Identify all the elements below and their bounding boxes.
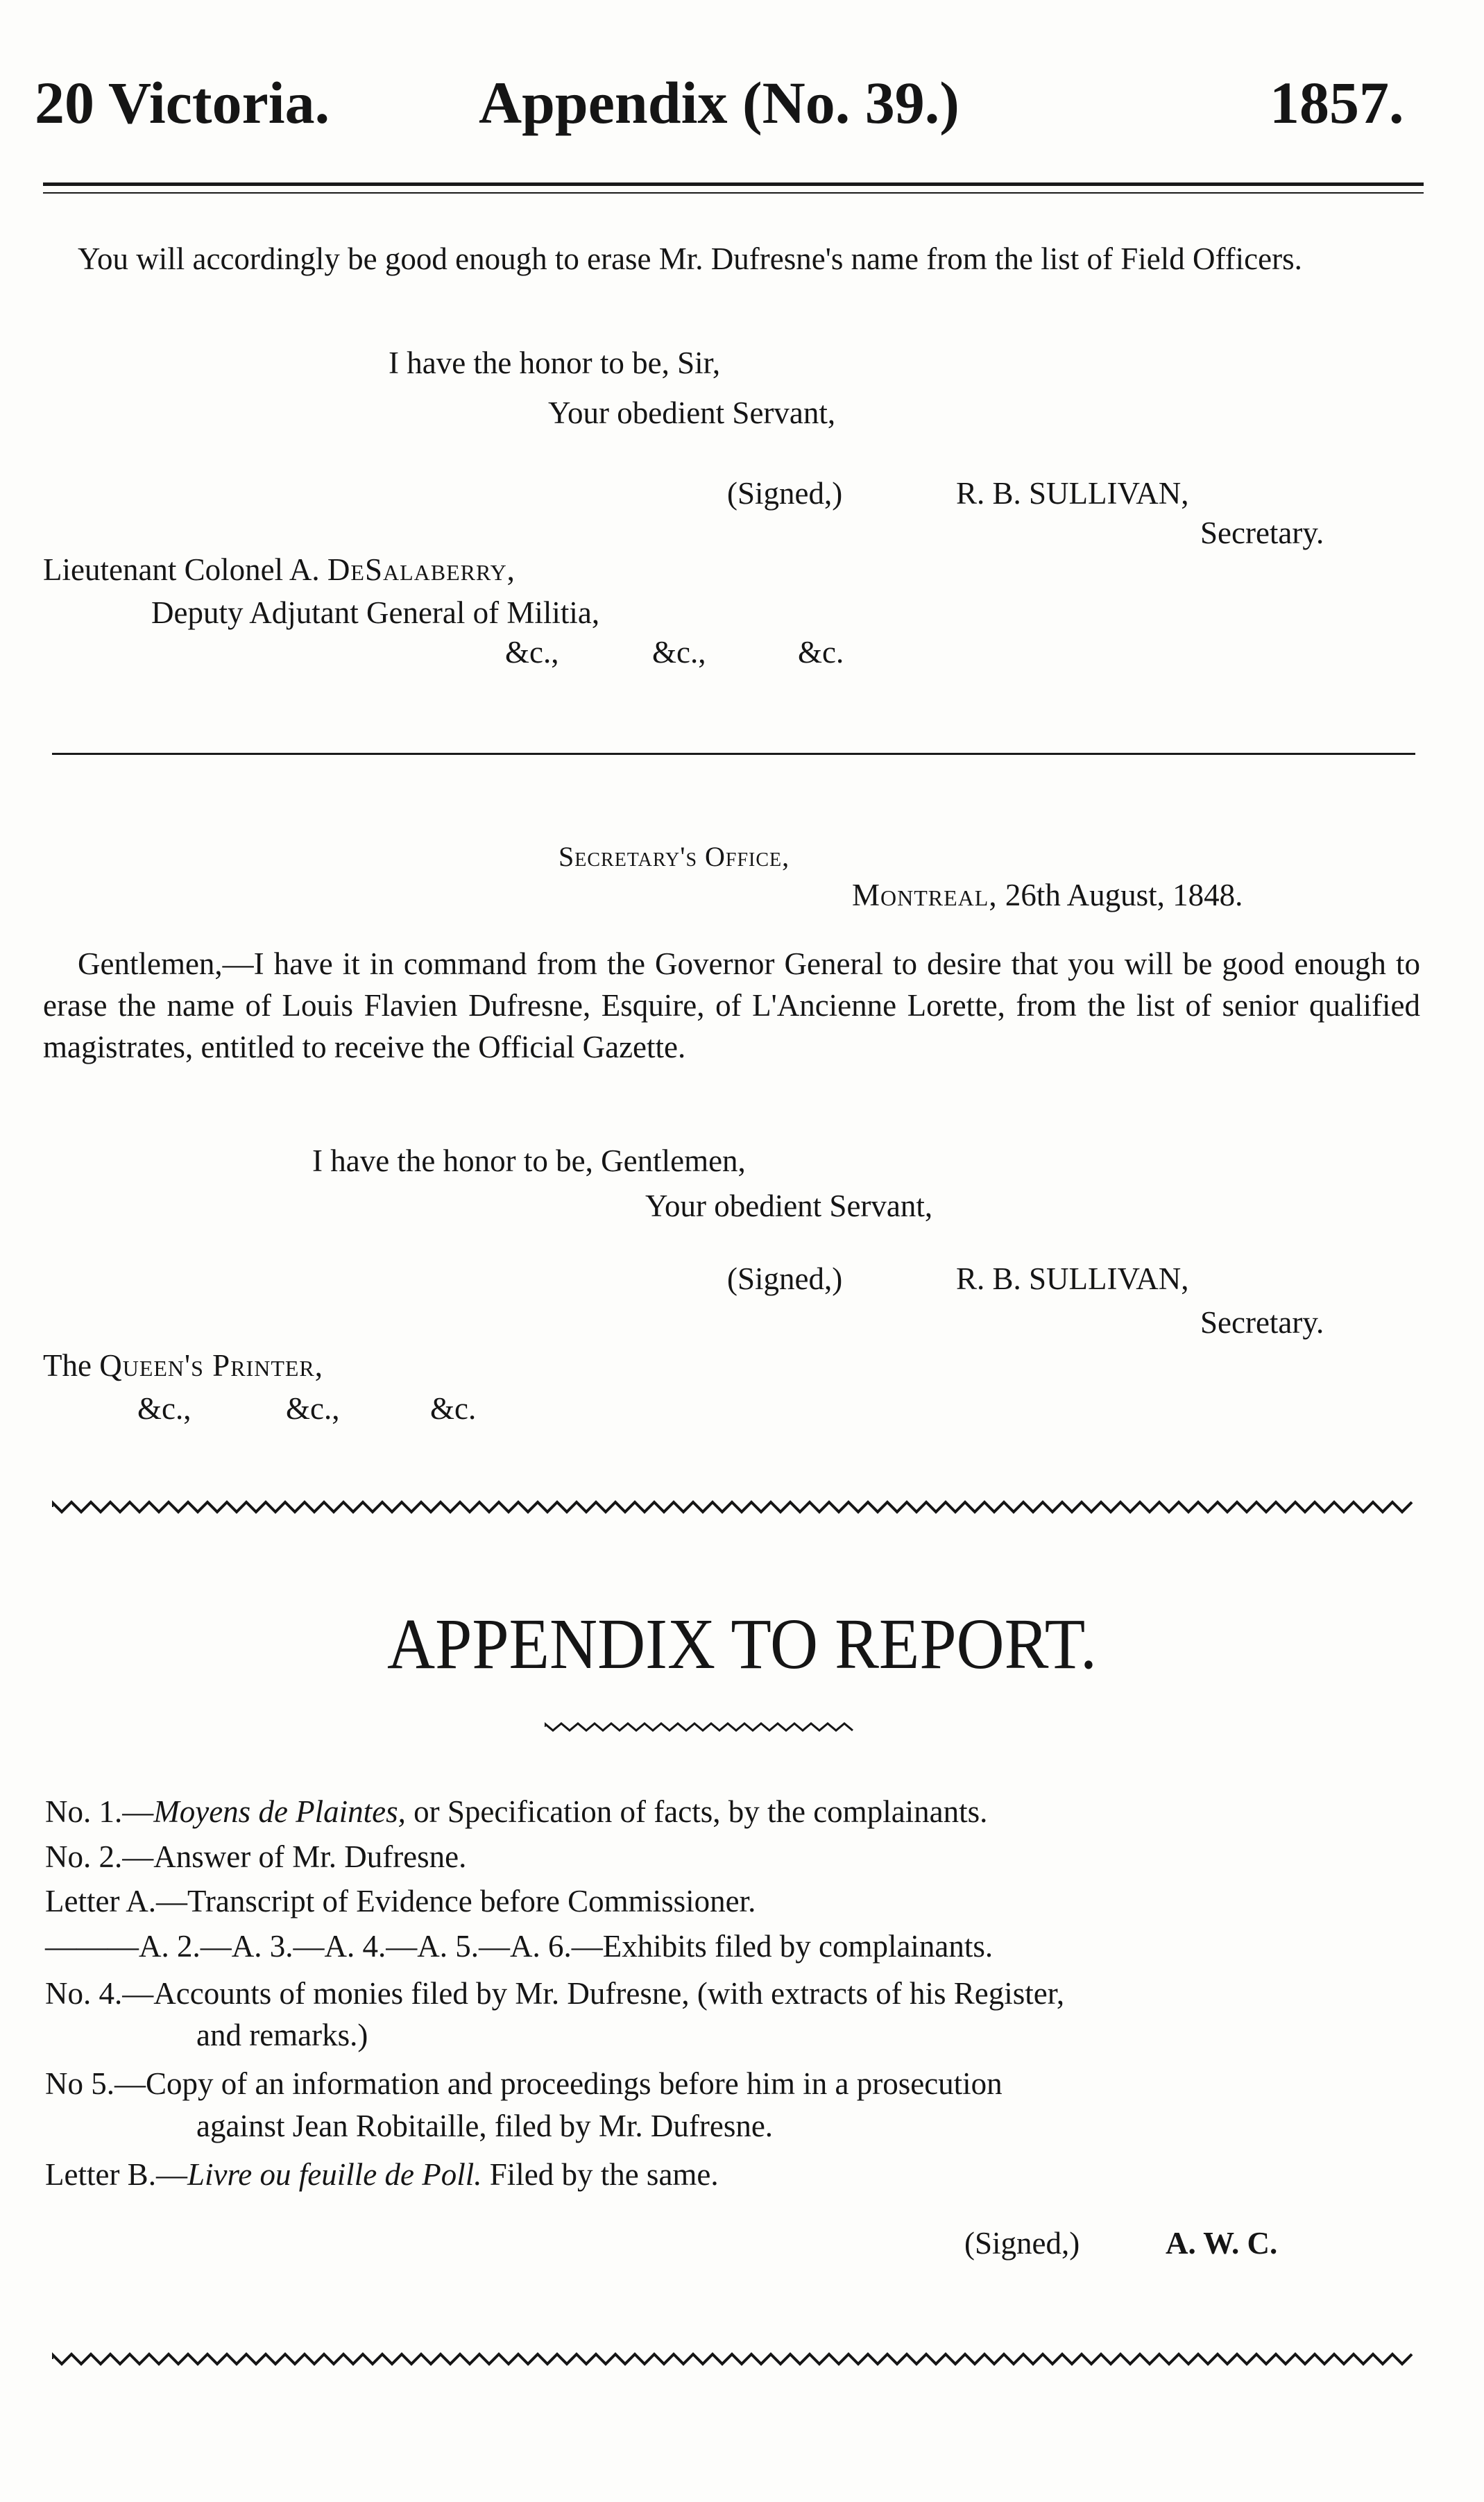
appendix-initials: A. W. C. bbox=[1166, 2226, 1278, 2261]
item-text: against Jean Robitaille, filed by Mr. Dufresne. bbox=[196, 2109, 774, 2143]
bottom-wavy-divider bbox=[52, 2351, 1415, 2367]
letter1-closing-2: Your obedient Servant, bbox=[548, 395, 836, 430]
letter2-date: 26th August, 1848. bbox=[1005, 878, 1243, 912]
letter2-etc-1: &c., bbox=[137, 1391, 191, 1426]
letter2-office: Secretary's Office, bbox=[558, 841, 790, 872]
letter1-signed: (Signed,) bbox=[727, 476, 843, 511]
letter1-body: You will accordingly be good enough to erase Mr. Dufresne's name from the list of Field Officers. bbox=[78, 241, 1302, 276]
item-italic: Livre ou feuille de Poll. bbox=[187, 2157, 482, 2192]
letter1-etc-1: &c., bbox=[505, 635, 559, 670]
item-text: or Specification of facts, by the complainants. bbox=[405, 1794, 988, 1829]
letter2-etc-2: &c., bbox=[286, 1391, 340, 1426]
letter2-signed: (Signed,) bbox=[727, 1261, 843, 1296]
appendix-item bbox=[45, 2155, 719, 2194]
header-year: 1857. bbox=[1270, 69, 1404, 136]
appendix-item bbox=[45, 1974, 1064, 2013]
title-underline-wave bbox=[545, 1721, 853, 1733]
letter2-title: Secretary. bbox=[1200, 1305, 1324, 1340]
appendix-item bbox=[45, 1792, 987, 1831]
letter2-closing-2: Your obedient Servant, bbox=[645, 1189, 933, 1223]
item-text: Answer of Mr. Dufresne. bbox=[153, 1839, 467, 1874]
item-prefix: ———A. 2.—A. 3.—A. 4.—A. 5.—A. 6.— bbox=[45, 1929, 603, 1964]
item-prefix: Letter A.— bbox=[45, 1884, 187, 1918]
header-appendix: Appendix (No. 39.) bbox=[479, 69, 960, 136]
appendix-signed: (Signed,) bbox=[964, 2226, 1080, 2261]
header-session: 20 Victoria. bbox=[35, 69, 330, 136]
letter1-etc-2: &c., bbox=[652, 635, 706, 670]
item-prefix: No. 1.— bbox=[45, 1794, 154, 1829]
letter1-addressee-role: Deputy Adjutant General of Militia, bbox=[151, 595, 600, 630]
item-prefix: Letter B.— bbox=[45, 2157, 187, 2192]
letter-separator bbox=[52, 753, 1415, 755]
item-prefix: No. 4.— bbox=[45, 1976, 154, 2011]
letter1-addressee-prefix: Lieutenant Colonel A. bbox=[43, 552, 327, 587]
appendix-item-continuation bbox=[196, 2107, 773, 2145]
header-rule-thin bbox=[43, 192, 1424, 194]
letter1-addressee bbox=[43, 550, 515, 589]
item-text: Copy of an information and proceedings before him in a prosecution bbox=[146, 2066, 1003, 2101]
letter2-addressee-name: Queen's Printer, bbox=[99, 1348, 324, 1383]
appendix-title: APPENDIX TO REPORT. bbox=[387, 1604, 1097, 1684]
bleed-through-texture bbox=[1110, 208, 1117, 243]
item-text: Filed by the same. bbox=[481, 2157, 719, 2192]
item-text: Transcript of Evidence before Commissioner. bbox=[187, 1884, 756, 1918]
appendix-item bbox=[45, 2064, 1003, 2103]
letter1-title: Secretary. bbox=[1200, 516, 1324, 550]
appendix-item-continuation bbox=[196, 2016, 368, 2054]
letter2-closing-1: I have the honor to be, Gentlemen, bbox=[312, 1143, 746, 1178]
item-text: Accounts of monies filed by Mr. Dufresne, (with extracts of his Register, bbox=[153, 1976, 1065, 2011]
letter1-etc-3: &c. bbox=[798, 635, 844, 670]
appendix-item bbox=[45, 1882, 756, 1921]
letter2-addressee bbox=[43, 1346, 323, 1385]
letter1-closing-1: I have the honor to be, Sir, bbox=[389, 346, 721, 380]
letter2-addressee-prefix: The bbox=[43, 1348, 100, 1383]
letter2-dateline bbox=[852, 876, 1243, 914]
item-text: and remarks.) bbox=[196, 2018, 368, 2052]
item-text: Exhibits filed by complainants. bbox=[602, 1929, 993, 1964]
item-prefix: No. 2.— bbox=[45, 1839, 154, 1874]
appendix-item bbox=[45, 1837, 466, 1876]
letter1-addressee-name: DeSalaberry, bbox=[327, 552, 515, 587]
header-rule-thick bbox=[43, 182, 1424, 186]
letter2-signer: R. B. SULLIVAN, bbox=[956, 1261, 1189, 1296]
letter2-place: Montreal, bbox=[852, 878, 998, 912]
letter1-signer: R. B. SULLIVAN, bbox=[956, 476, 1189, 511]
item-prefix: No 5.— bbox=[45, 2066, 146, 2101]
letter2-body: Gentlemen,—I have it in command from the Governor General to desire that you will be good enough to erase the name of Louis Flavien Dufresne, Esquire, of L'Ancienne Lorette, from the list of senior qualified magistrates, entitled to receive the Official Gazette. bbox=[43, 946, 1420, 1064]
item-italic: Moyens de Plaintes, bbox=[153, 1794, 406, 1829]
letter2-etc-3: &c. bbox=[430, 1391, 477, 1426]
wavy-divider bbox=[52, 1499, 1415, 1515]
appendix-item bbox=[45, 1927, 993, 1966]
